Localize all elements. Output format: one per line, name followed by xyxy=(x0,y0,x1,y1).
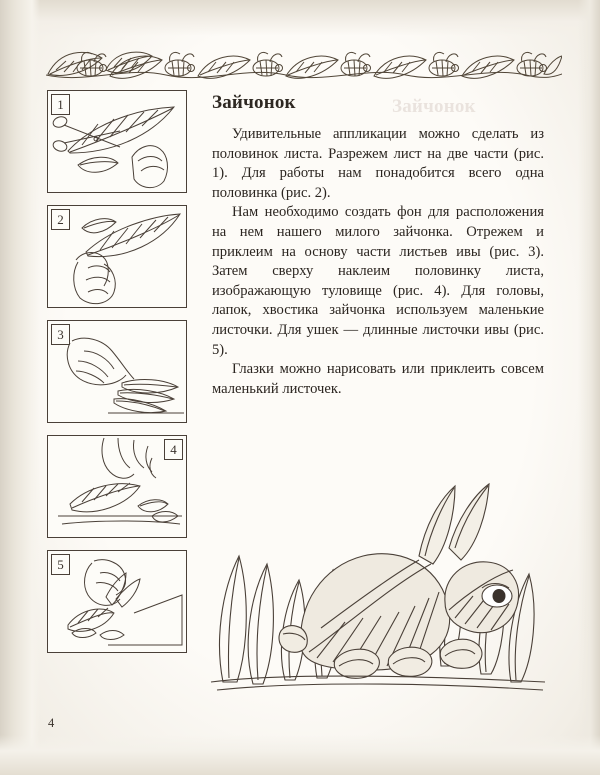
page-title: Зайчонок xyxy=(212,92,296,113)
step-figure-2 xyxy=(47,205,187,308)
page-edge-left xyxy=(0,0,40,775)
paragraph-3: Глазки можно нарисовать или приклеить совсем маленький листочек. xyxy=(212,361,544,397)
step-figure-5 xyxy=(47,550,187,653)
ghost-title-bleed: Зайчонок xyxy=(392,96,476,117)
step-number-4: 4 xyxy=(164,439,183,460)
paragraph-2: Нам необходимо создать фон для расположения на нем нашего милого зайчонка. Отрежем и приклеим на основу части листьев ивы (рис. 3). Затем сверху наклеим половинку листа, изображающую туловище (рис. 4). Для головы, лапок, хвостика зайчонка используем маленькие листочки. Для ушек — длинные листочки ивы (рис. 5). xyxy=(212,204,544,358)
leaf-collage-bunny-illustration xyxy=(205,452,550,702)
paragraph-1: Удивительные аппликации можно сделать из половинок листа. Разрежем лист на две части (рис. 1). Для работы нам понадобится всего одна половинка (рис. 2). xyxy=(212,126,544,201)
article-body xyxy=(212,92,544,399)
step-figure-1 xyxy=(47,90,187,193)
step-figure-4 xyxy=(47,435,187,538)
page-edge-right xyxy=(578,0,600,775)
page-edge-bottom xyxy=(0,735,600,775)
leaf-and-bee-border-icon xyxy=(46,44,562,88)
step-number-5: 5 xyxy=(51,554,70,575)
page-number: 4 xyxy=(48,716,55,730)
step-figure-3 xyxy=(47,320,187,423)
step-number-3: 3 xyxy=(51,324,70,345)
step-number-2: 2 xyxy=(51,209,70,230)
step-number-1: 1 xyxy=(51,94,70,115)
step-figures-column xyxy=(47,90,189,665)
page-edge-top xyxy=(0,0,600,36)
